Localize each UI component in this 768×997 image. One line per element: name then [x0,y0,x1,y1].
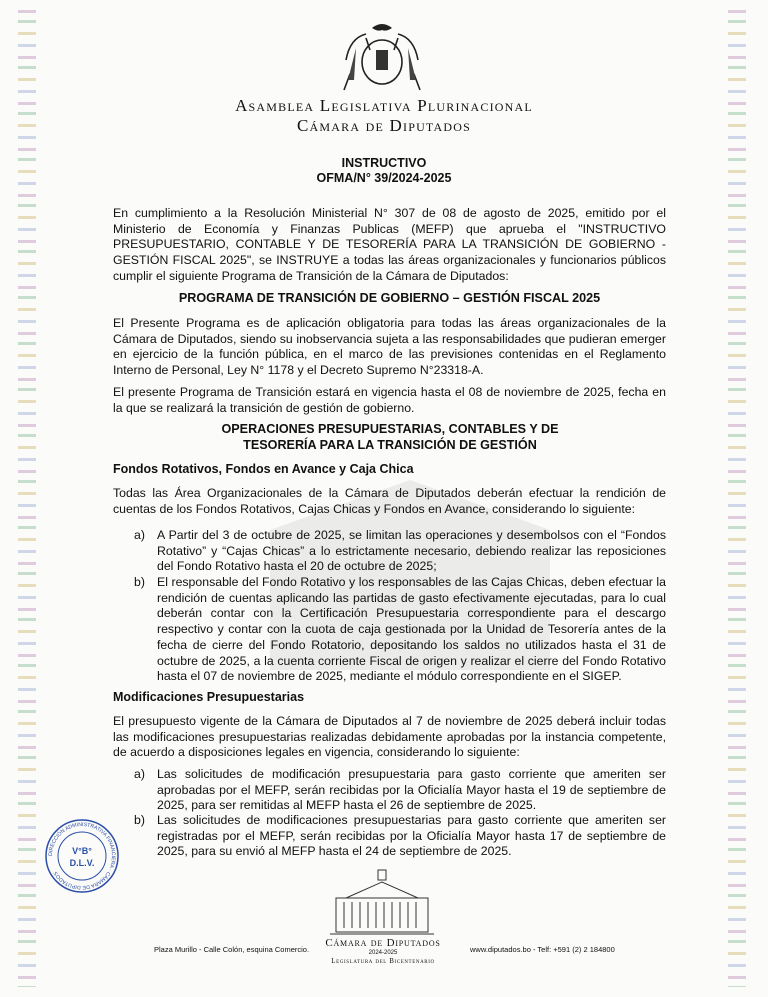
list-item [134,528,666,575]
approval-stamp [44,818,120,894]
footer-years: 2024-2025 [368,950,398,956]
list-marker: a) [134,528,145,542]
stamp-initials: D.L.V. [69,858,95,868]
list-text: Las solicitudes de modificación presupuestaria para gasto corriente que ameriten ser aprobadas por el MEFP, serán recibidas por la Oficialía Mayor hasta el 19 de septiembre de 2025, para ser remitidas al MEFP hasta el 26 de septiembre de 2025. [157,767,666,813]
section2-heading: Modificaciones Presupuestarias [113,690,305,704]
list-item [134,813,666,860]
footer-org: Cámara de Diputados [325,937,441,949]
org-name-line1: Asamblea Legislativa Plurinacional [235,96,533,115]
stamp-vobo: V°B° [72,846,92,856]
coat-of-arms-icon [336,20,428,94]
section2-intro: El presupuesto vigente de la Cámara de Diputados al 7 de noviembre de 2025 deberá incluir todas las modificaciones presupuestarias realizadas debidamente aprobadas por la instancia competente, de acuerdo a disposiciones legales en vigencia, considerando lo siguiente: [113,714,666,760]
program-paragraph-1: El Presente Programa es de aplicación obligatoria para todas las áreas organizacionales de la Cámara de Diputados, siendo su inobservancia sujeta a las responsabilidades que pudieran emerger en ejercicio de la función pública, en el marco de las previsiones contenidas en el Reglamento Interno de Personal, Ley N° 1178 y el Decreto Supremo N°23318-A. [113,316,666,378]
section1-heading: Fondos Rotativos, Fondos en Avance y Caja Chica [113,462,414,476]
list-marker: a) [134,767,145,781]
list-marker: b) [134,575,145,589]
list-text: A Partir del 3 de octubre de 2025, se limitan las operaciones y desembolsos con el “Fondos Rotativo” y “Cajas Chicas” a lo estrictamente necesario, debiendo realizar las reposiciones del Fondo Rotativo hasta el 20 de octubre de 2025; [157,528,666,574]
list-item [134,575,666,685]
operations-title: OPERACIONES PRESUPUESTARIAS, CONTABLES Y DE TESORERÍA PARA LA TRANSICIÓN DE GESTIÓN [221,422,559,452]
doc-title: INSTRUCTIVO [341,156,427,170]
footer-legislature: Legislatura del Bicentenario [331,957,435,965]
program-paragraph-2: El presente Programa de Transición estará en vigencia hasta el 08 de noviembre de 2025, fecha en la que se realizará la transición de gestión de gobierno. [113,385,666,415]
footer-address: Plaza Murillo - Calle Colón, esquina Comercio. [154,945,310,954]
list-text: El responsable del Fondo Rotativo y los responsables de las Cajas Chicas, deben efectuar la rendición de cuentas aplicando las partidas de gasto efectivamente ejecutadas, para lo cual deberán contar con la Certificación Presupuestaria correspondiente para el descargo respectivo y contar con la cuota de caja gestionada por la Unidad de Tesorería antes de la fecha de cierre del Fondo Rotatorio, depositando los saldos no utilizados hasta el 31 de octubre de 2025, a la cuenta corriente Fiscal de origen y realizar el cierre del Fondo Rotativo hasta el 07 de noviembre de 2025, mediante el módulo correspondiente en el SIGEP. [157,575,666,684]
building-logo-icon [326,868,438,938]
list-item [134,767,666,814]
doc-number: OFMA/N° 39/2024-2025 [316,171,452,185]
footer-contact: www.diputados.bo - Telf: +591 (2) 2 184800 [470,945,615,954]
program-title: PROGRAMA DE TRANSICIÓN DE GOBIERNO – GESTIÓN FISCAL 2025 [178,291,601,305]
intro-paragraph: En cumplimiento a la Resolución Ministerial N° 307 de 08 de agosto de 2025, emitido por el Ministerio de Economía y Finanzas Publicas (MEFP) que aprueba el "INSTRUCTIVO PRESUPUESTARIO, CONTABLE Y DE TESORERÍA PARA LA TRANSICIÓN DE GOBIERNO - GESTIÓN FISCAL 2025", se INSTRUYE a todas las áreas organizacionales y funcionarios públicos cumplir el siguiente Programa de Transición de la Cámara de Diputados: [113,206,666,283]
list-marker: b) [134,813,145,827]
list-text: Las solicitudes de modificaciones presupuestarias para gasto corriente que ameriten ser registradas por el MEFP, serán recibidas por la Oficialía Mayor hasta 17 de septiembre de 2025, para su envió al MEFP hasta el 24 de septiembre de 2025. [157,813,666,859]
org-name-line2: Cámara de Diputados [297,116,471,135]
stamp-ring-text: DIRECCIÓN ADMINISTRATIVA FINANCIERA · CÁMARA DE DIPUTADOS [47,821,117,891]
section1-intro: Todas las Área Organizacionales de la Cámara de Diputados deberán efectuar la rendición de cuentas de los Fondos Rotativos, Cajas Chicas y Fondos en Avance, considerando lo siguiente: [113,486,666,516]
